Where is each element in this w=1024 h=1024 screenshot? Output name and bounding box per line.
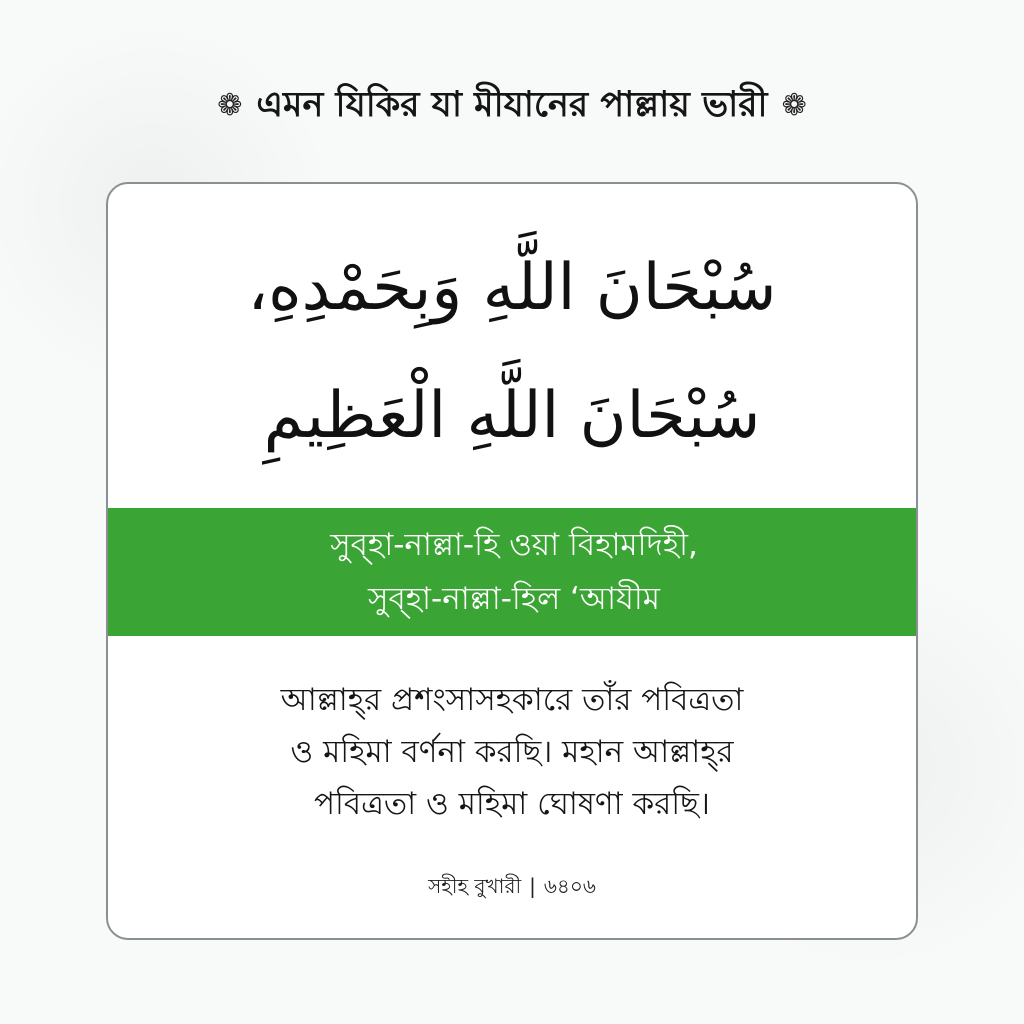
arabic-line-1: سُبْحَانَ اللَّهِ وَبِحَمْدِهِ، bbox=[247, 251, 777, 325]
transliteration-band bbox=[108, 508, 918, 636]
poster-header bbox=[0, 78, 1024, 134]
source-separator: | bbox=[529, 874, 536, 898]
source-book: সহীহ বুখারী bbox=[428, 874, 522, 898]
flower-ornament-left-icon: ❁ bbox=[217, 88, 243, 123]
meaning-line-2: ও মহিমা বর্ণনা করছি। মহান আল্লাহ্‌র bbox=[290, 734, 734, 770]
arabic-text-block bbox=[108, 224, 916, 480]
transliteration-line-1: সুব্‌হা-নাল্লা-হি ওয়া বিহামদিহী, bbox=[330, 527, 698, 563]
meaning-line-3: পবিত্রতা ও মহিমা ঘোষণা করছি। bbox=[313, 786, 711, 822]
source-number: ৬৪০৬ bbox=[543, 874, 596, 898]
meaning-line-1: আল্লাহ্‌র প্রশংসাসহকারে তাঁর পবিত্রতা bbox=[280, 682, 744, 718]
poster-title: এমন যিকির যা মীযানের পাল্লায় ভারী bbox=[256, 84, 768, 125]
flower-ornament-right-icon: ❁ bbox=[781, 88, 807, 123]
hadith-source bbox=[108, 872, 916, 905]
meaning-text-block bbox=[108, 674, 916, 830]
transliteration-line-2: সুব্‌হা-নাল্লা-হিল ‘আযীম bbox=[368, 581, 660, 617]
arabic-line-2: سُبْحَانَ اللَّهِ الْعَظِيمِ bbox=[263, 379, 761, 453]
dhikr-card bbox=[106, 182, 918, 940]
